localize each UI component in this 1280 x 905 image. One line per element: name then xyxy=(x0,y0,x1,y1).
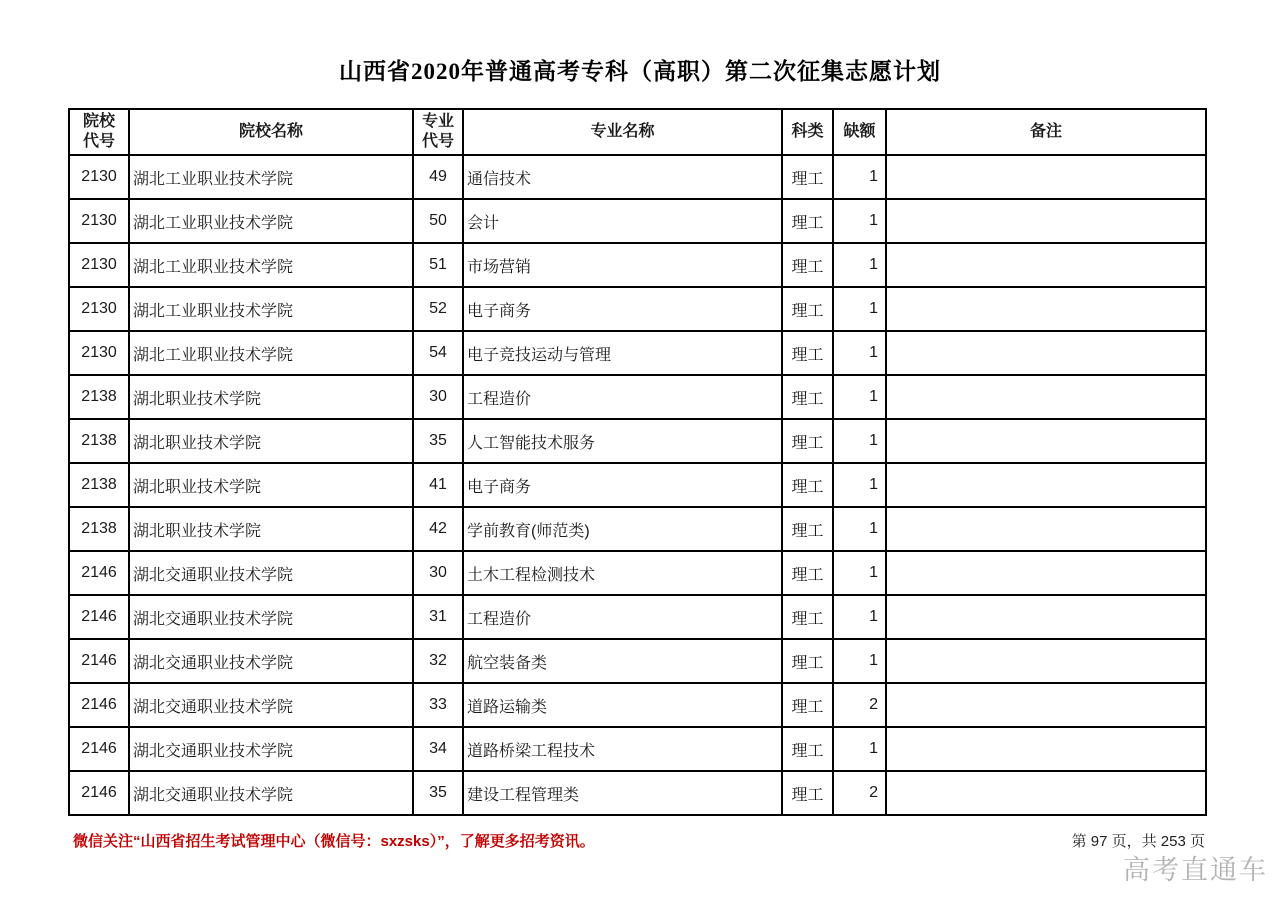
vacancy-cell: 1 xyxy=(833,243,886,287)
table-row xyxy=(69,551,1206,595)
major-code-cell: 30 xyxy=(413,375,463,419)
college-name-cell: 湖北交通职业技术学院 xyxy=(129,727,413,771)
table-row xyxy=(69,771,1206,815)
college-name-cell: 湖北职业技术学院 xyxy=(129,375,413,419)
remark-cell xyxy=(886,287,1206,331)
vacancy-cell: 1 xyxy=(833,551,886,595)
college-name-cell: 湖北职业技术学院 xyxy=(129,507,413,551)
remark-cell xyxy=(886,419,1206,463)
major-code-cell: 50 xyxy=(413,199,463,243)
college-code-cell: 2146 xyxy=(69,683,129,727)
college-code-cell: 2138 xyxy=(69,463,129,507)
major-name-cell: 电子商务 xyxy=(463,287,782,331)
table-row xyxy=(69,683,1206,727)
college-name-cell: 湖北交通职业技术学院 xyxy=(129,683,413,727)
college-code-cell: 2130 xyxy=(69,331,129,375)
remark-cell xyxy=(886,595,1206,639)
major-code-cell: 30 xyxy=(413,551,463,595)
plan-table-container xyxy=(68,108,1205,816)
category-cell: 理工 xyxy=(782,199,833,243)
remark-cell xyxy=(886,199,1206,243)
college-name-cell: 湖北职业技术学院 xyxy=(129,463,413,507)
plan-table xyxy=(68,108,1207,816)
watermark-text: 高考直通车 xyxy=(1123,855,1268,885)
vacancy-cell: 1 xyxy=(833,287,886,331)
remark-cell xyxy=(886,507,1206,551)
college-code-cell: 2130 xyxy=(69,199,129,243)
major-code-cell: 32 xyxy=(413,639,463,683)
col-header-major-name: 专业名称 xyxy=(463,109,782,155)
major-name-cell: 人工智能技术服务 xyxy=(463,419,782,463)
table-row xyxy=(69,595,1206,639)
college-name-cell: 湖北交通职业技术学院 xyxy=(129,771,413,815)
category-cell: 理工 xyxy=(782,375,833,419)
vacancy-cell: 1 xyxy=(833,419,886,463)
table-row xyxy=(69,155,1206,199)
col-header-major-code-label: 专业代号 xyxy=(421,113,454,150)
college-code-cell: 2138 xyxy=(69,419,129,463)
college-code-cell: 2146 xyxy=(69,595,129,639)
col-header-major-code xyxy=(413,109,463,155)
major-code-cell: 41 xyxy=(413,463,463,507)
college-name-cell: 湖北工业职业技术学院 xyxy=(129,199,413,243)
college-name-cell: 湖北工业职业技术学院 xyxy=(129,155,413,199)
college-name-cell: 湖北工业职业技术学院 xyxy=(129,243,413,287)
vacancy-cell: 1 xyxy=(833,727,886,771)
major-name-cell: 工程造价 xyxy=(463,375,782,419)
col-header-remark: 备注 xyxy=(886,109,1206,155)
major-code-cell: 51 xyxy=(413,243,463,287)
page-number: 第 97 页，共 253 页 xyxy=(1071,833,1205,850)
college-code-cell: 2130 xyxy=(69,287,129,331)
major-name-cell: 土木工程检测技术 xyxy=(463,551,782,595)
college-code-cell: 2146 xyxy=(69,551,129,595)
table-row xyxy=(69,727,1206,771)
college-name-cell: 湖北工业职业技术学院 xyxy=(129,287,413,331)
table-row xyxy=(69,199,1206,243)
remark-cell xyxy=(886,155,1206,199)
vacancy-cell: 1 xyxy=(833,331,886,375)
college-name-cell: 湖北职业技术学院 xyxy=(129,419,413,463)
major-code-cell: 31 xyxy=(413,595,463,639)
category-cell: 理工 xyxy=(782,595,833,639)
vacancy-cell: 2 xyxy=(833,683,886,727)
college-code-cell: 2130 xyxy=(69,243,129,287)
major-code-cell: 49 xyxy=(413,155,463,199)
major-name-cell: 学前教育(师范类) xyxy=(463,507,782,551)
major-code-cell: 35 xyxy=(413,771,463,815)
major-code-cell: 52 xyxy=(413,287,463,331)
major-code-cell: 33 xyxy=(413,683,463,727)
col-header-vacancy: 缺额 xyxy=(833,109,886,155)
major-name-cell: 航空装备类 xyxy=(463,639,782,683)
table-header xyxy=(69,109,1206,155)
major-code-cell: 54 xyxy=(413,331,463,375)
major-name-cell: 电子商务 xyxy=(463,463,782,507)
table-row xyxy=(69,287,1206,331)
vacancy-cell: 1 xyxy=(833,639,886,683)
table-body xyxy=(69,155,1206,815)
vacancy-cell: 2 xyxy=(833,771,886,815)
college-code-cell: 2138 xyxy=(69,375,129,419)
college-name-cell: 湖北交通职业技术学院 xyxy=(129,551,413,595)
category-cell: 理工 xyxy=(782,243,833,287)
remark-cell xyxy=(886,243,1206,287)
college-code-cell: 2130 xyxy=(69,155,129,199)
college-code-cell: 2146 xyxy=(69,727,129,771)
category-cell: 理工 xyxy=(782,683,833,727)
table-row xyxy=(69,639,1206,683)
vacancy-cell: 1 xyxy=(833,463,886,507)
table-row xyxy=(69,375,1206,419)
table-row xyxy=(69,507,1206,551)
col-header-college-code xyxy=(69,109,129,155)
col-header-college-code-label: 院校代号 xyxy=(82,113,115,150)
remark-cell xyxy=(886,683,1206,727)
table-row xyxy=(69,419,1206,463)
category-cell: 理工 xyxy=(782,463,833,507)
major-name-cell: 工程造价 xyxy=(463,595,782,639)
vacancy-cell: 1 xyxy=(833,507,886,551)
category-cell: 理工 xyxy=(782,331,833,375)
table-row xyxy=(69,463,1206,507)
table-row xyxy=(69,243,1206,287)
category-cell: 理工 xyxy=(782,727,833,771)
major-code-cell: 42 xyxy=(413,507,463,551)
major-name-cell: 道路运输类 xyxy=(463,683,782,727)
category-cell: 理工 xyxy=(782,551,833,595)
major-name-cell: 会计 xyxy=(463,199,782,243)
college-code-cell: 2146 xyxy=(69,639,129,683)
category-cell: 理工 xyxy=(782,155,833,199)
remark-cell xyxy=(886,771,1206,815)
category-cell: 理工 xyxy=(782,287,833,331)
remark-cell xyxy=(886,331,1206,375)
header-row xyxy=(69,109,1206,155)
major-name-cell: 建设工程管理类 xyxy=(463,771,782,815)
col-header-category: 科类 xyxy=(782,109,833,155)
category-cell: 理工 xyxy=(782,507,833,551)
col-header-college-name: 院校名称 xyxy=(129,109,413,155)
college-code-cell: 2146 xyxy=(69,771,129,815)
wechat-notice: 微信关注“山西省招生考试管理中心（微信号：sxzsks）”，了解更多招考资讯。 xyxy=(73,833,595,850)
vacancy-cell: 1 xyxy=(833,375,886,419)
major-name-cell: 市场营销 xyxy=(463,243,782,287)
table-row xyxy=(69,331,1206,375)
remark-cell xyxy=(886,463,1206,507)
remark-cell xyxy=(886,639,1206,683)
category-cell: 理工 xyxy=(782,419,833,463)
category-cell: 理工 xyxy=(782,639,833,683)
major-name-cell: 通信技术 xyxy=(463,155,782,199)
college-name-cell: 湖北交通职业技术学院 xyxy=(129,595,413,639)
major-code-cell: 35 xyxy=(413,419,463,463)
remark-cell xyxy=(886,375,1206,419)
page-title: 山西省2020年普通高考专科（高职）第二次征集志愿计划 xyxy=(339,59,941,84)
college-name-cell: 湖北交通职业技术学院 xyxy=(129,639,413,683)
remark-cell xyxy=(886,727,1206,771)
major-name-cell: 电子竞技运动与管理 xyxy=(463,331,782,375)
vacancy-cell: 1 xyxy=(833,199,886,243)
vacancy-cell: 1 xyxy=(833,155,886,199)
category-cell: 理工 xyxy=(782,771,833,815)
remark-cell xyxy=(886,551,1206,595)
major-code-cell: 34 xyxy=(413,727,463,771)
college-name-cell: 湖北工业职业技术学院 xyxy=(129,331,413,375)
major-name-cell: 道路桥梁工程技术 xyxy=(463,727,782,771)
vacancy-cell: 1 xyxy=(833,595,886,639)
college-code-cell: 2138 xyxy=(69,507,129,551)
